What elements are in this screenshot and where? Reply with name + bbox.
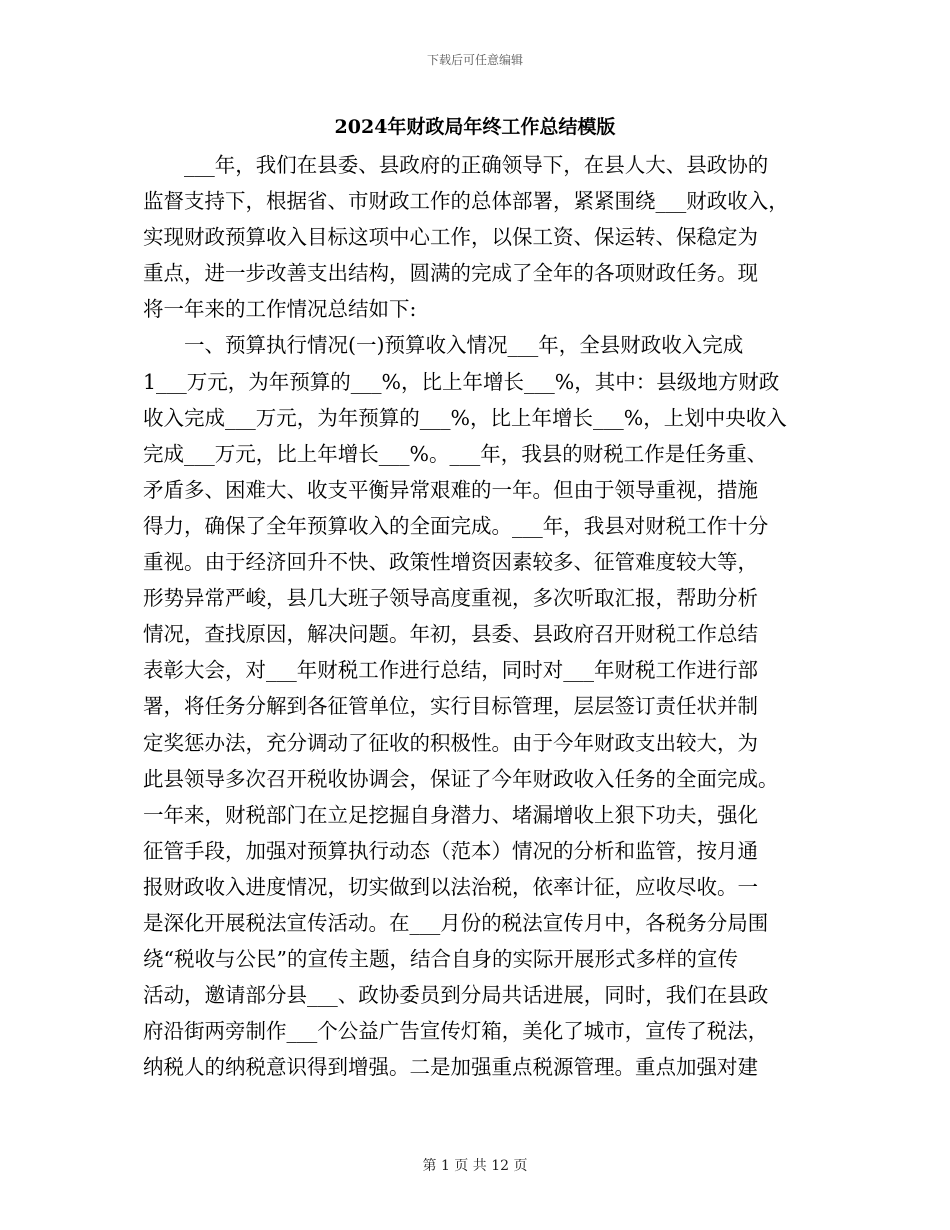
body-line: 表彰大会，对___年财税工作进行总结，同时对___年财税工作进行部 bbox=[143, 658, 758, 683]
body-line: 收入完成___万元，为年预算的___%，比上年增长___%，上划中央收入 bbox=[143, 405, 787, 430]
body-line: ___年，我们在县委、县政府的正确领导下，在县人大、县政协的 bbox=[184, 153, 769, 177]
page-header-note: 下载后可任意编辑 bbox=[426, 53, 523, 67]
page-number: 第 1 页 共 12 页 bbox=[422, 1158, 528, 1174]
body-line: 一年来，财税部门在立足挖掘自身潜力、堵漏增收上狠下功夫，强化 bbox=[143, 802, 758, 827]
body-line: 重点，进一步改善支出结构，圆满的完成了全年的各项财政任务。现 bbox=[143, 261, 758, 286]
body-line: 情况，查找原因，解决问题。年初，县委、县政府召开财税工作总结 bbox=[143, 622, 758, 647]
body-line: 形势异常严峻，县几大班子领导高度重视，多次听取汇报，帮助分析 bbox=[143, 586, 758, 611]
body-line: 完成___万元，比上年增长___%。___年，我县的财税工作是任务重、 bbox=[143, 441, 768, 466]
body-line: 监督支持下，根据省、市财政工作的总体部署，紧紧围绕___财政收入， bbox=[143, 189, 789, 214]
body-line: 纳税人的纳税意识得到增强。二是加强重点税源管理。重点加强对建 bbox=[143, 1055, 758, 1080]
body-line: 署，将任务分解到各征管单位，实行目标管理，层层签订责任状并制 bbox=[143, 694, 758, 719]
body-line: 矛盾多、困难大、收支平衡异常艰难的一年。但由于领导重视，措施 bbox=[143, 477, 758, 502]
document-body bbox=[143, 147, 813, 1085]
body-line: 活动，邀请部分县___、政协委员到分局共话进展，同时，我们在县政 bbox=[143, 983, 769, 1008]
body-line: 报财政收入进度情况，切实做到以法治税，依率计征，应收尽收。一 bbox=[143, 874, 758, 899]
document-title: 2024年财政局年终工作总结模版 bbox=[334, 116, 616, 138]
body-line: 得力，确保了全年预算收入的全面完成。___年，我县对财税工作十分 bbox=[143, 513, 769, 538]
body-line: 征管手段，加强对预算执行动态（范本）情况的分析和监管，按月通 bbox=[143, 838, 758, 863]
body-line: 一、预算执行情况(一)预算收入情况___年，全县财政收入完成 bbox=[184, 333, 744, 358]
body-line: 实现财政预算收入目标这项中心工作，以保工资、保运转、保稳定为 bbox=[143, 225, 758, 250]
body-line: 府沿街两旁制作___个公益广告宣传灯箱，美化了城市，宣传了税法， bbox=[143, 1019, 769, 1044]
body-line: 1___万元，为年预算的___%，比上年增长___%，其中：县级地方财政 bbox=[143, 369, 780, 394]
body-line: 此县领导多次召开税收协调会，保证了今年财政收入任务的全面完成。 bbox=[143, 766, 779, 791]
body-line: 定奖惩办法，充分调动了征收的积极性。由于今年财政支出较大，为 bbox=[143, 730, 758, 755]
body-line: 是深化开展税法宣传活动。在___月份的税法宣传月中，各税务分局围 bbox=[143, 910, 769, 935]
body-line: 将一年来的工作情况总结如下: bbox=[143, 297, 417, 322]
body-line: 绕“税收与公民”的宣传主题，结合自身的实际开展形式多样的宣传 bbox=[143, 947, 738, 972]
body-line: 重视。由于经济回升不快、政策性增资因素较多、征管难度较大等， bbox=[143, 550, 758, 575]
